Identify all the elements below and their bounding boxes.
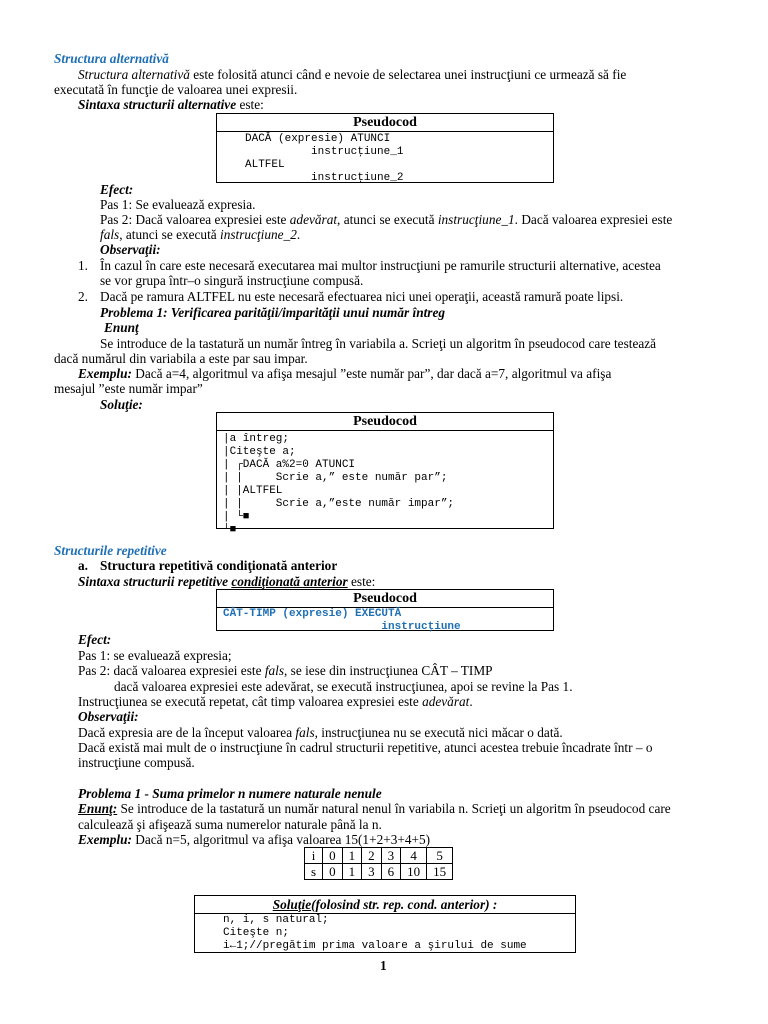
- observatii-label: Observaţii:: [100, 242, 161, 257]
- table-cell: 2: [362, 848, 382, 864]
- solution-box: [194, 895, 576, 953]
- exemplu-line-2: mesajul ”este număr impar”: [54, 381, 203, 396]
- obs-1-number: 1.: [78, 258, 88, 273]
- section-heading-repetitive: Structurile repetitive: [54, 543, 167, 558]
- table-cell: i: [305, 848, 323, 864]
- pseudocode-box-problem-1: [216, 412, 554, 536]
- table-cell: 6: [381, 864, 401, 880]
- table-cell: 3: [381, 848, 401, 864]
- solutie-label: Soluţie:: [100, 397, 143, 412]
- solution-code-lines: n, i, s natural; Citeşte n; i←1;//pregătim prima valoare a şirului de sume: [223, 914, 527, 952]
- observatii-label-2: Observaţii:: [78, 709, 139, 724]
- syntax-label-repetitive: Sintaxa structurii repetitive condiţionată anterior este:: [78, 574, 376, 589]
- intro-line-1: Structura alternativă este folosită atunci când e nevoie de selectarea unei instrucţiuni ce urmează să fie: [78, 67, 627, 82]
- table-cell: 0: [323, 864, 343, 880]
- problem-2-title: Problema 1 - Suma primelor n numere naturale nenule: [78, 786, 382, 801]
- efect-label-2: Efect:: [78, 632, 112, 647]
- obs-1-line-2: se vor grupa într–o singură instrucţiune compusă.: [100, 273, 364, 288]
- pas-2-line-2: fals, atunci se execută instrucţiune_2.: [100, 227, 301, 242]
- obs-repetitive-2-line-1: Dacă există mai mult de o instrucţiune în cadrul structurii repetitive, atunci acestea trebuie încadrate într – o: [78, 740, 653, 755]
- values-table: [304, 847, 453, 880]
- pseudocode-lines: CÂT-TIMP (expresie) EXECUTĂ instrucţiune: [223, 608, 461, 633]
- enunt-2-line-1: Enunţ: Se introduce de la tastatură un număr natural nenul în variabila n. Scrieţi un algoritm în pseudocod care: [78, 801, 671, 816]
- pas-1-repetitive: Pas 1: se evaluează expresia;: [78, 648, 232, 663]
- pas-2-repetitive-line-1: Pas 2: dacă valoarea expresiei este fals, se iese din instrucţiunea CÂT – TIMP: [78, 663, 493, 678]
- enunt-line-2: dacă numărul din variabila a este par sau impar.: [54, 351, 308, 366]
- syntax-label: Sintaxa structurii alternative este:: [78, 97, 264, 112]
- table-cell: s: [305, 864, 323, 880]
- table-cell: 5: [427, 848, 453, 864]
- pas-1: Pas 1: Se evaluează expresia.: [100, 197, 256, 212]
- enunt-label: Enunţ: [104, 320, 139, 335]
- table-cell: 3: [362, 864, 382, 880]
- efect-label: Efect:: [100, 182, 134, 197]
- exemplu-line-1: Exemplu: Dacă a=4, algoritmul va afişa mesajul ”este număr par”, dar dacă a=7, algoritmul va afişa: [78, 366, 612, 381]
- obs-1-line-1: În cazul în care este necesară executarea mai multor instrucţiuni pe ramurile structurii alternative, acestea: [100, 258, 661, 273]
- pseudocode-box-title: Pseudocod: [217, 590, 553, 608]
- obs-repetitive-2-line-2: instrucţiune compusă.: [78, 755, 195, 770]
- table-cell: 15: [427, 864, 453, 880]
- exemplu-2: Exemplu: Dacă n=5, algoritmul va afişa valoarea 15(1+2+3+4+5): [78, 832, 431, 847]
- obs-2-text: Dacă pe ramura ALTFEL nu este necesară efectuarea nici unei operaţii, această ramură poate lipsi.: [100, 289, 624, 304]
- table-cell: 4: [401, 848, 427, 864]
- pseudocode-lines: DACĂ (expresie) ATUNCI instrucţiune_1 ALTFEL instrucţiune_2: [245, 133, 404, 184]
- solution-box-title: Soluţie(folosind str. rep. cond. anterior) :: [195, 896, 575, 914]
- subsection-number: a.: [78, 558, 88, 573]
- pseudocode-box-repetitive: [216, 589, 554, 631]
- page-number: 1: [380, 958, 387, 973]
- table-row: [305, 864, 453, 880]
- intro-line-2: executată în funcţie de valoarea unei expresii.: [54, 82, 298, 97]
- pas-2-line-1: Pas 2: Dacă valoarea expresiei este adevărat, atunci se execută instrucţiune_1. Dacă valoarea expresiei este: [100, 212, 673, 227]
- pseudocode-box-title: Pseudocod: [217, 114, 553, 132]
- pseudocode-box-title: Pseudocod: [217, 413, 553, 431]
- repeat-sentence: Instrucţiunea se execută repetat, cât timp valoarea expresiei este adevărat.: [78, 694, 473, 709]
- pseudocode-lines: |a întreg; |Citeşte a; | ┌DACĂ a%2=0 ATUNCI | | Scrie a,” este număr par”; | |ALTFEL | | Scrie a,”este număr impar”; | └■ └■: [223, 433, 455, 536]
- enunt-2-line-2: calculează şi afişează suma numerelor naturale până la n.: [78, 817, 382, 832]
- table-cell: 1: [342, 848, 362, 864]
- obs-2-number: 2.: [78, 289, 88, 304]
- table-cell: 1: [342, 864, 362, 880]
- problem-1-title: Problema 1: Verificarea parităţii/imparităţii unui număr întreg: [100, 305, 446, 320]
- enunt-line-1: Se introduce de la tastatură un număr întreg în variabila a. Scrieţi un algoritm în pseudocod care testează: [100, 336, 657, 351]
- table-row: [305, 848, 453, 864]
- table-cell: 0: [323, 848, 343, 864]
- pas-2-repetitive-line-2: dacă valoarea expresiei este adevărat, se execută instrucţiunea, apoi se revine la Pas 1.: [114, 679, 573, 694]
- obs-repetitive-1: Dacă expresia are de la început valoarea fals, instrucţiunea nu se execută nici măcar o dată.: [78, 725, 563, 740]
- pseudocode-box-alternativa: [216, 113, 554, 183]
- table-cell: 10: [401, 864, 427, 880]
- subsection-title: Structura repetitivă condiţionată anterior: [100, 558, 338, 573]
- section-heading-alternativa: Structura alternativă: [54, 51, 169, 66]
